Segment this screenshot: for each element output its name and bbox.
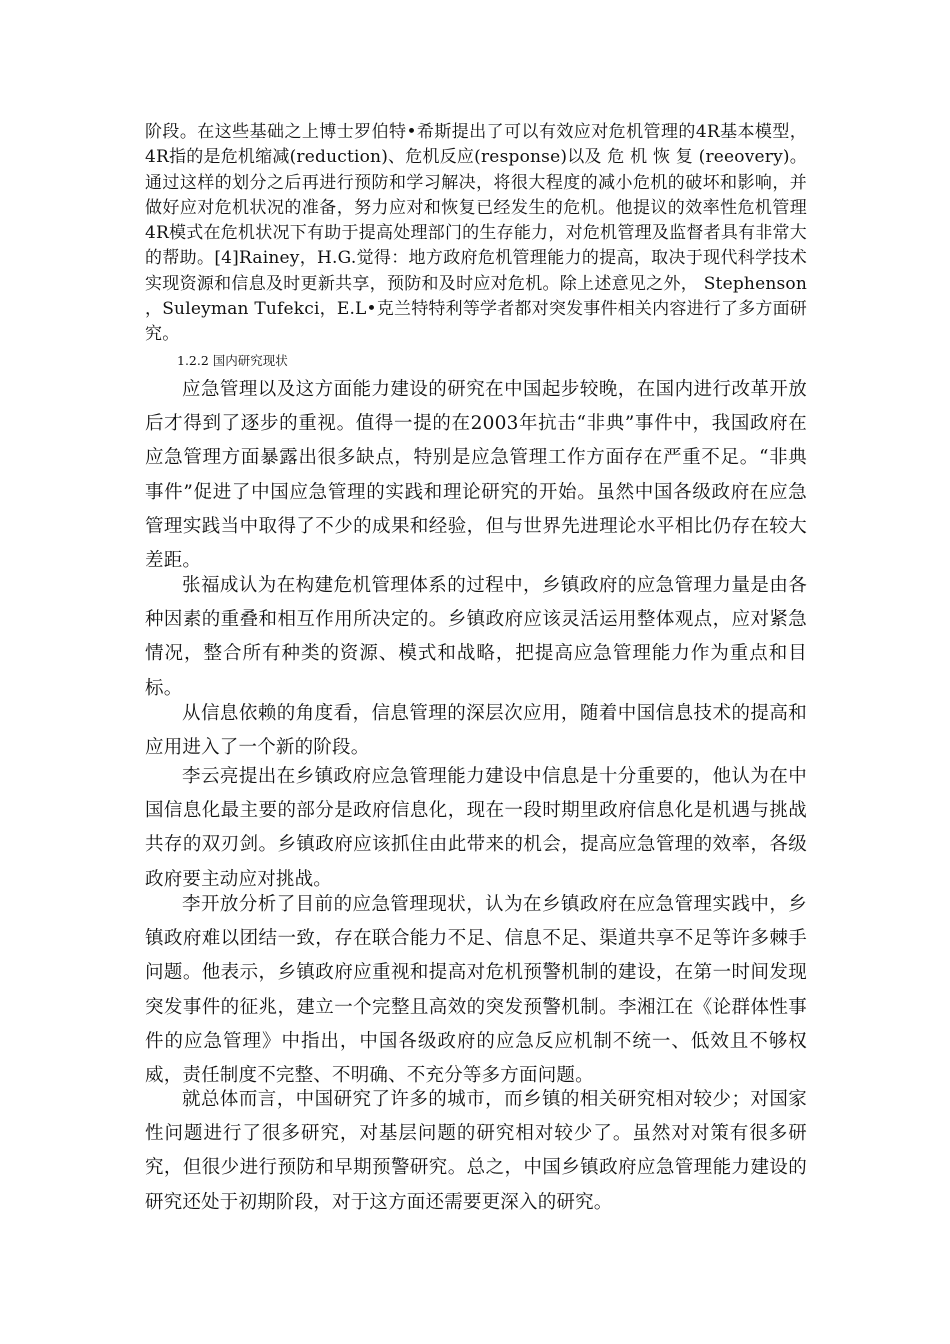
body-paragraph: 就总体而言，中国研究了许多的城市，而乡镇的相关研究相对较少；对国家性问题进行了很多研究，对基层问题的研究相对较少了。虽然对对策有很多研究，但很少进行预防和早期预警研究。总之，中国乡镇政府应急管理能力建设的研究还处于初期阶段，对于这方面还需要更深入的研究。 [145,1089,807,1213]
section-heading: 1.2.2 国内研究现状 [177,353,288,368]
continuation-paragraph: 阶段。在这些基础之上博士罗伯特•希斯提出了可以有效应对危机管理的4R基本模型，4R指的是危机缩减(reduction)、危机反应(response)以及 危 机 恢 复 (reeovery)。通过这样的划分之后再进行预防和学习解决，将很大程度的减小危机的破坏和影响，并做好应对危机状况的准备，努力应对和恢复已经发生的危机。他提议的效率性危机管理4R模式在危机状况下有助于提高处理部门的生存能力，对危机管理及监督者具有非常大的帮助。[4]Rainey，H.G.觉得：地方政府危机管理能力的提高，取决于现代科学技术实现资源和信息及时更新共享，预防和及时应对危机。除上述意见之外， Stephenson ，Suleyman Tufekci，E.L•克兰特特利等学者都对突发事件相关内容进行了多方面研究。 [145,122,807,345]
body-paragraph: 李云亮提出在乡镇政府应急管理能力建设中信息是十分重要的，他认为在中国信息化最主要的部分是政府信息化，现在一段时期里政府信息化是机遇与挑战共存的双刃剑。乡镇政府应该抓住由此带来的机会，提高应急管理的效率，各级政府要主动应对挑战。 [145,766,807,890]
body-paragraph: 从信息依赖的角度看，信息管理的深层次应用，随着中国信息技术的提高和应用进入了一个新的阶段。 [145,703,807,759]
body-paragraph: 张福成认为在构建危机管理体系的过程中，乡镇政府的应急管理力量是由各种因素的重叠和相互作用所决定的。乡镇政府应该灵活运用整体观点，应对紧急情况，整合所有种类的资源、模式和战略，把提高应急管理能力作为重点和目标。 [145,575,807,699]
body-paragraph: 应急管理以及这方面能力建设的研究在中国起步较晚，在国内进行改革开放后才得到了逐步的重视。值得一提的在2003年抗击“非典”事件中，我国政府在应急管理方面暴露出很多缺点，特别是应急管理工作方面存在严重不足。“非典事件”促进了中国应急管理的实践和理论研究的开始。虽然中国各级政府在应急管理实践当中取得了不少的成果和经验，但与世界先进理论水平相比仍存在较大差距。 [145,379,807,572]
body-paragraph: 李开放分析了目前的应急管理现状，认为在乡镇政府在应急管理实践中，乡镇政府难以团结一致，存在联合能力不足、信息不足、渠道共享不足等许多棘手问题。他表示，乡镇政府应重视和提高对危机预警机制的建设，在第一时间发现突发事件的征兆，建立一个完整且高效的突发预警机制。李湘江在《论群体性事件的应急管理》中指出，中国各级政府的应急反应机制不统一、低效且不够权威，责任制度不完整、不明确、不充分等多方面问题。 [145,894,807,1087]
